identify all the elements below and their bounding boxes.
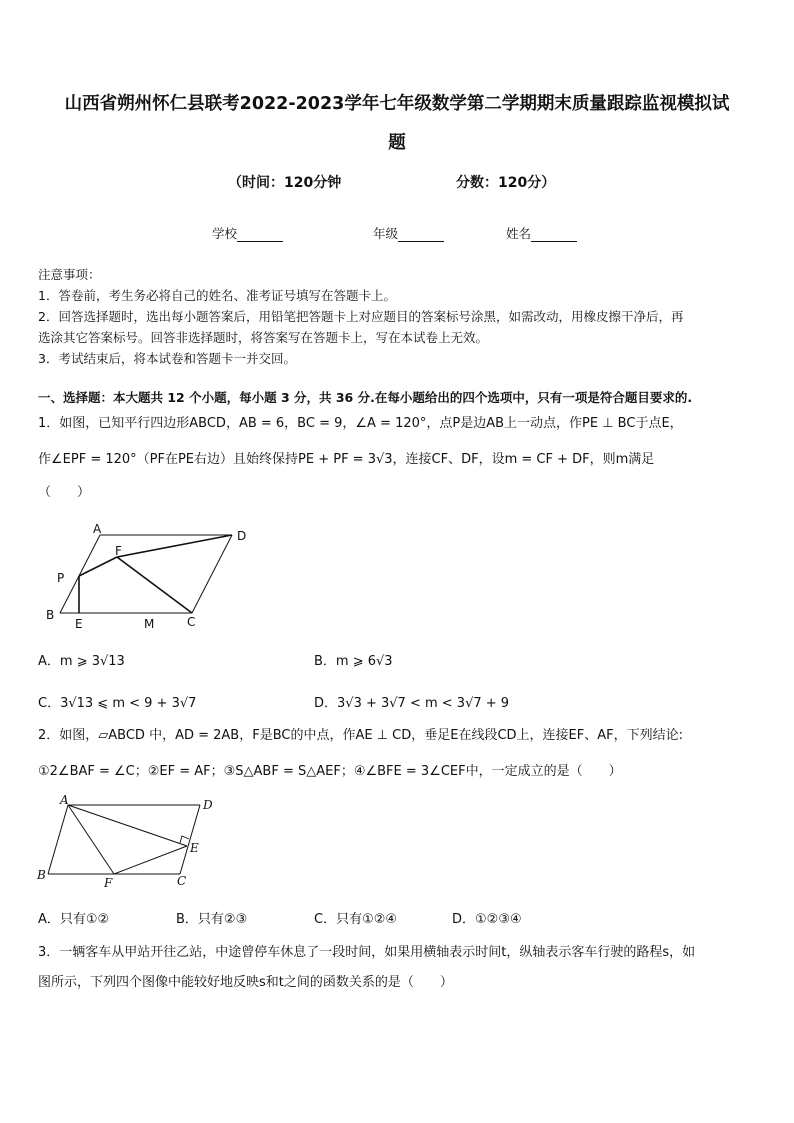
- label-a: A: [93, 522, 102, 536]
- school-label: 学校: [212, 226, 238, 241]
- exam-time: （时间：120分钟: [228, 175, 342, 191]
- label-a: A: [60, 795, 69, 807]
- label-c: C: [177, 874, 187, 888]
- school-blank[interactable]: [237, 229, 283, 242]
- section-heading: 一、选择题：本大题共 12 个小题，每小题 3 分，共 36 分.在每小题给出的四个选项中，只有一项是符合题目要求的.: [38, 390, 693, 405]
- notes-item: 3．考试结束后，将本试卷和答题卡一并交回。: [38, 351, 296, 366]
- label-e: E: [75, 617, 83, 631]
- edge-ab: [60, 535, 100, 613]
- grade-field[interactable]: [373, 224, 444, 242]
- question-1-option-a[interactable]: A．m ⩾ 3√13: [38, 654, 125, 669]
- label-b: B: [46, 608, 55, 622]
- segment-fe: [114, 846, 187, 874]
- label-c: C: [187, 615, 196, 629]
- question-1: [38, 406, 760, 508]
- notes-heading: 注意事项：: [38, 267, 101, 282]
- question-2-line2: ①2∠BAF = ∠C；②EF = AF；③S△ABF = S△AEF；④∠BFE = 3∠CEF中，一定成立的是（ ）: [38, 764, 622, 779]
- question-1-option-d[interactable]: D．3√3 + 3√7 < m < 3√7 + 9: [314, 696, 510, 711]
- right-angle-mark: [180, 836, 189, 843]
- label-d: D: [203, 798, 213, 812]
- label-f: F: [104, 876, 113, 890]
- question-1-line3: （ ）: [38, 485, 91, 500]
- segment-af: [68, 805, 114, 874]
- question-3-line1: 3．一辆客车从甲站开往乙站，中途曾停车休息了一段时间，如果用横轴表示时间t，纵轴表示客车行驶的路程s，如: [38, 945, 696, 960]
- notes-item: 1．答卷前，考生务必将自己的姓名、准考证号填写在答题卡上。: [38, 288, 396, 303]
- question-2-option-d[interactable]: D．①②③④: [452, 912, 522, 927]
- question-2-line1: 2．如图，▱ABCD 中，AD = 2AB，F是BC的中点，作AE ⊥ CD，垂足E在线段CD上，连接EF、AF，下列结论:: [38, 728, 683, 743]
- name-label: 姓名: [506, 226, 532, 241]
- exam-notes: [38, 264, 758, 369]
- segment-ae: [68, 805, 187, 846]
- name-blank[interactable]: [531, 229, 577, 242]
- question-3: [38, 938, 760, 998]
- question-1-line1: 1．如图，已知平行四边形ABCD，AB = 6，BC = 9，∠A = 120°，点P是边AB上一动点，作PE ⊥ BC于点E，: [38, 416, 683, 431]
- question-2: [38, 718, 760, 790]
- school-field[interactable]: [212, 224, 283, 242]
- question-1-option-b[interactable]: B．m ⩾ 6√3: [314, 654, 393, 669]
- notes-item: 选涂其它答案标号。回答非选择题时，将答案写在答题卡上，写在本试卷上无效。: [38, 330, 489, 345]
- edge-cd: [180, 805, 200, 874]
- question-2-option-a[interactable]: A．只有①②: [38, 912, 110, 927]
- label-e: E: [190, 841, 199, 855]
- exam-title-line1: 山西省朔州怀仁县联考2022-2023学年七年级数学第二学期期末质量跟踪监视模拟试: [64, 94, 730, 114]
- name-field[interactable]: [506, 224, 577, 242]
- question-1-line2: 作∠EPF = 120°（PF在PE右边）且始终保持PE + PF = 3√3，连接CF、DF，设m = CF + DF，则m满足: [38, 452, 655, 467]
- notes-item: 2．回答选择题时，选出每小题答案后，用铅笔把答题卡上对应题目的答案标号涂黑，如需改动，用橡皮擦干净后，再: [38, 309, 684, 324]
- segment-fc: [117, 557, 192, 613]
- question-1-option-c[interactable]: C．3√13 ⩽ m < 9 + 3√7: [38, 696, 197, 711]
- label-f: F: [115, 544, 122, 558]
- grade-blank[interactable]: [398, 229, 444, 242]
- label-d: D: [237, 529, 247, 543]
- question-1-figure: [40, 518, 260, 638]
- question-2-option-b[interactable]: B．只有②③: [176, 912, 248, 927]
- label-m: M: [144, 617, 155, 631]
- segment-fd: [117, 535, 232, 557]
- question-3-line2: 图所示，下列四个图像中能较好地反映s和t之间的函数关系的是（ ）: [38, 975, 453, 990]
- label-p: P: [57, 571, 65, 585]
- label-b: B: [37, 868, 46, 882]
- edge-cd: [192, 535, 232, 613]
- exam-title-line2: 题: [388, 133, 406, 153]
- question-2-option-c[interactable]: C．只有①②④: [314, 912, 398, 927]
- question-2-figure: [34, 795, 224, 890]
- exam-meta: [0, 172, 794, 194]
- exam-score: 分数：120分）: [456, 175, 556, 191]
- segment-pf: [79, 557, 117, 576]
- grade-label: 年级: [373, 226, 399, 241]
- edge-ab: [48, 805, 68, 874]
